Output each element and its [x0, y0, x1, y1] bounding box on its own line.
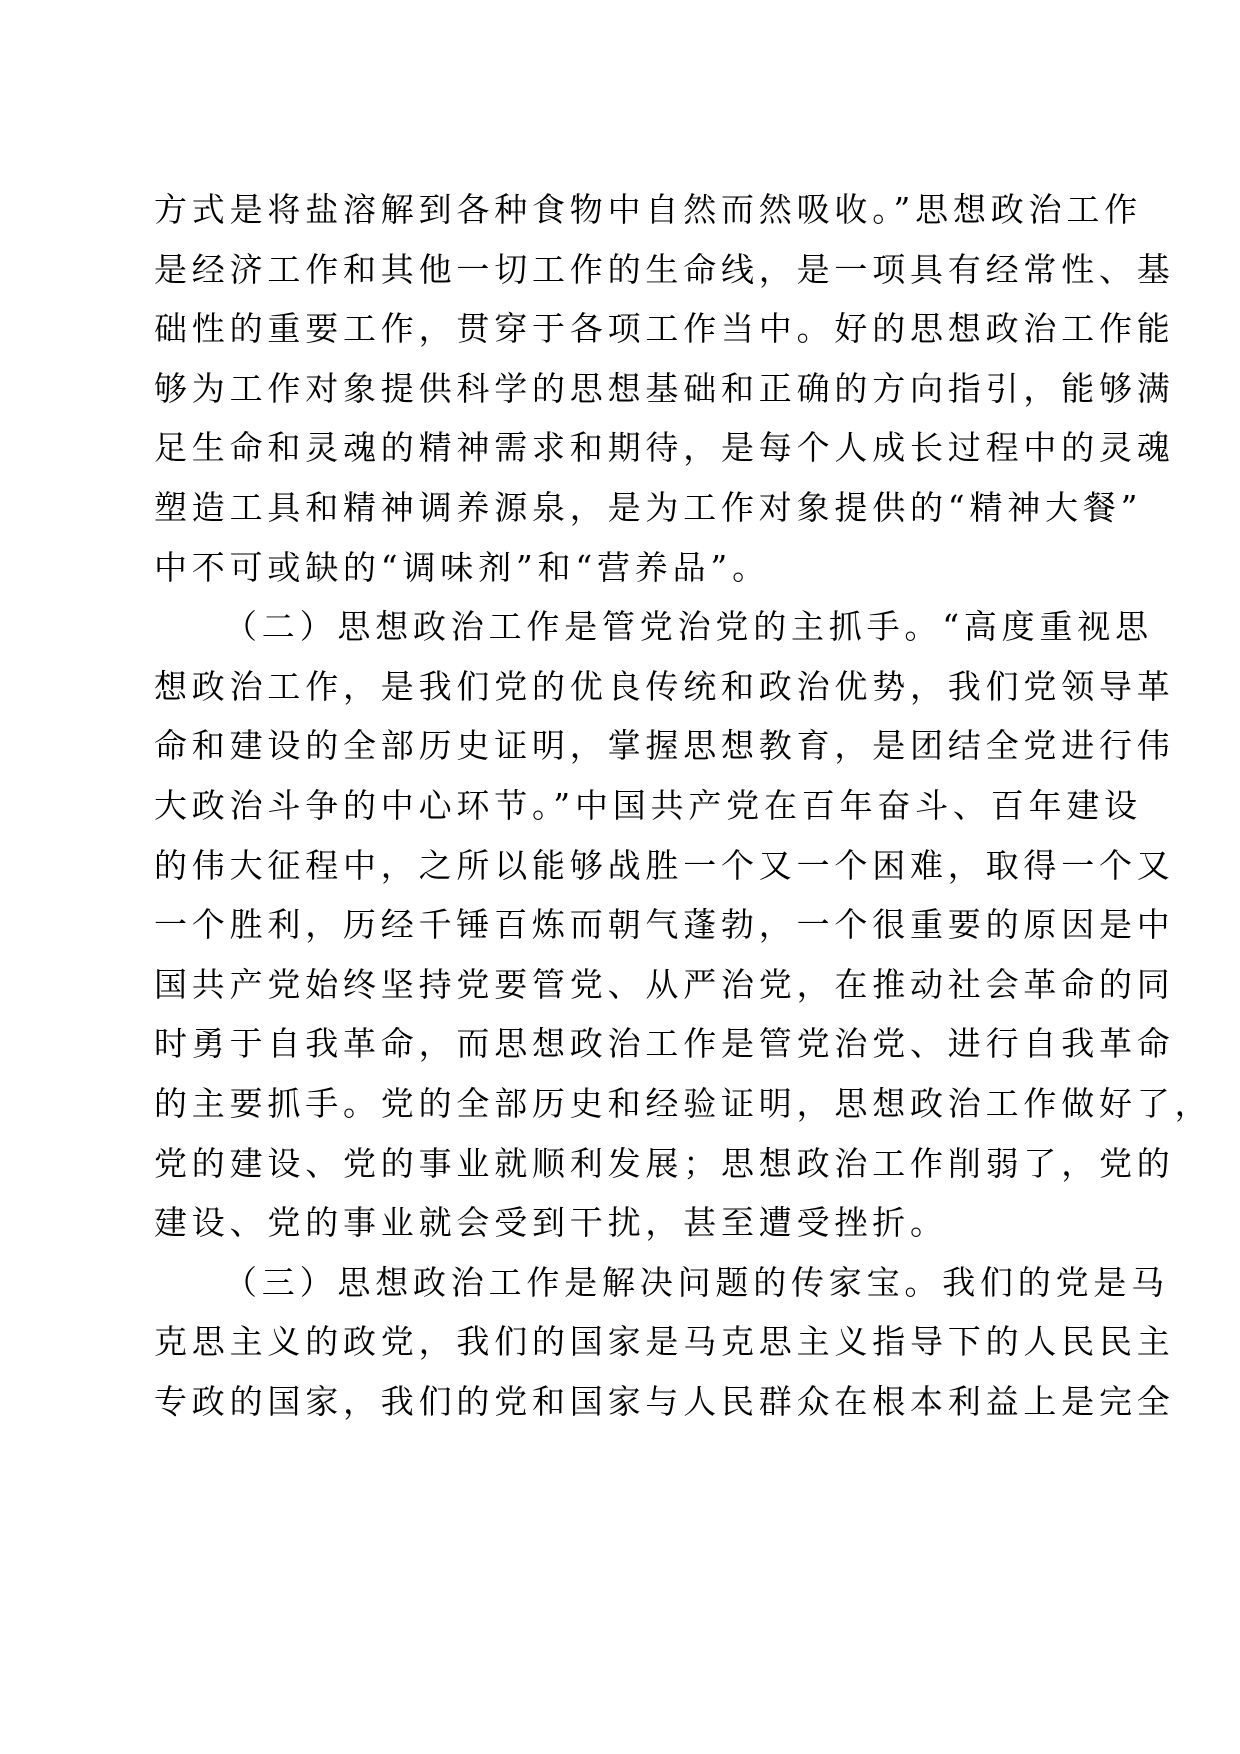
text-line-21: 专政的国家，我们的党和国家与人民群众在根本利益上是完全 [154, 1381, 1175, 1421]
text-line-1: 方式是将盐溶解到各种食物中自然而然吸收。”思想政治工作 [154, 190, 1142, 229]
text-line-4: 够为工作对象提供科学的思想基础和正确的方向指引，能够满 [154, 368, 1175, 408]
text-line-16: 的主要抓手。党的全部历史和经验证明，思想政治工作做好了， [154, 1083, 1213, 1123]
section-heading-3-line: （三）思想政治工作是解决问题的传家宝。我们的党是马 [224, 1262, 1169, 1302]
text-line-13: 一个胜利，历经千锤百炼而朝气蓬勃，一个很重要的原因是中 [154, 905, 1175, 945]
text-line-3: 础性的重要工作，贯穿于各项工作当中。好的思想政治工作能 [154, 309, 1175, 349]
section-heading-2-line: （二）思想政治工作是管党治党的主抓手。“高度重视思 [224, 607, 1153, 647]
text-line-5: 足生命和灵魂的精神需求和期待，是每个人成长过程中的灵魂 [154, 428, 1175, 468]
text-line-18: 建设、党的事业就会受到干扰，甚至遭受挫折。 [154, 1203, 948, 1243]
text-line-7: 中不可或缺的“调味剂”和“营养品”。 [154, 547, 770, 587]
text-line-6: 塑造工具和精神调养源泉，是为工作对象提供的“精神大餐” [154, 487, 1143, 527]
text-line-12: 的伟大征程中，之所以能够战胜一个又一个困难，取得一个又 [154, 845, 1175, 885]
text-line-20: 克思主义的政党，我们的国家是马克思主义指导下的人民民主 [154, 1322, 1175, 1362]
text-line-9: 想政治工作，是我们党的优良传统和政治优势，我们党领导革 [154, 666, 1175, 706]
text-line-15: 时勇于自我革命，而思想政治工作是管党治党、进行自我革命 [154, 1024, 1175, 1064]
text-line-14: 国共产党始终坚持党要管党、从严治党，在推动社会革命的同 [154, 964, 1175, 1004]
text-line-2: 是经济工作和其他一切工作的生命线，是一项具有经常性、基 [154, 249, 1175, 289]
text-line-17: 党的建设、党的事业就顺利发展；思想政治工作削弱了，党的 [154, 1143, 1175, 1183]
text-line-11: 大政治斗争的中心环节。”中国共产党在百年奋斗、百年建设 [154, 785, 1142, 825]
body-text [154, 180, 1213, 1431]
text-line-10: 命和建设的全部历史证明，掌握思想教育，是团结全党进行伟 [154, 726, 1175, 766]
